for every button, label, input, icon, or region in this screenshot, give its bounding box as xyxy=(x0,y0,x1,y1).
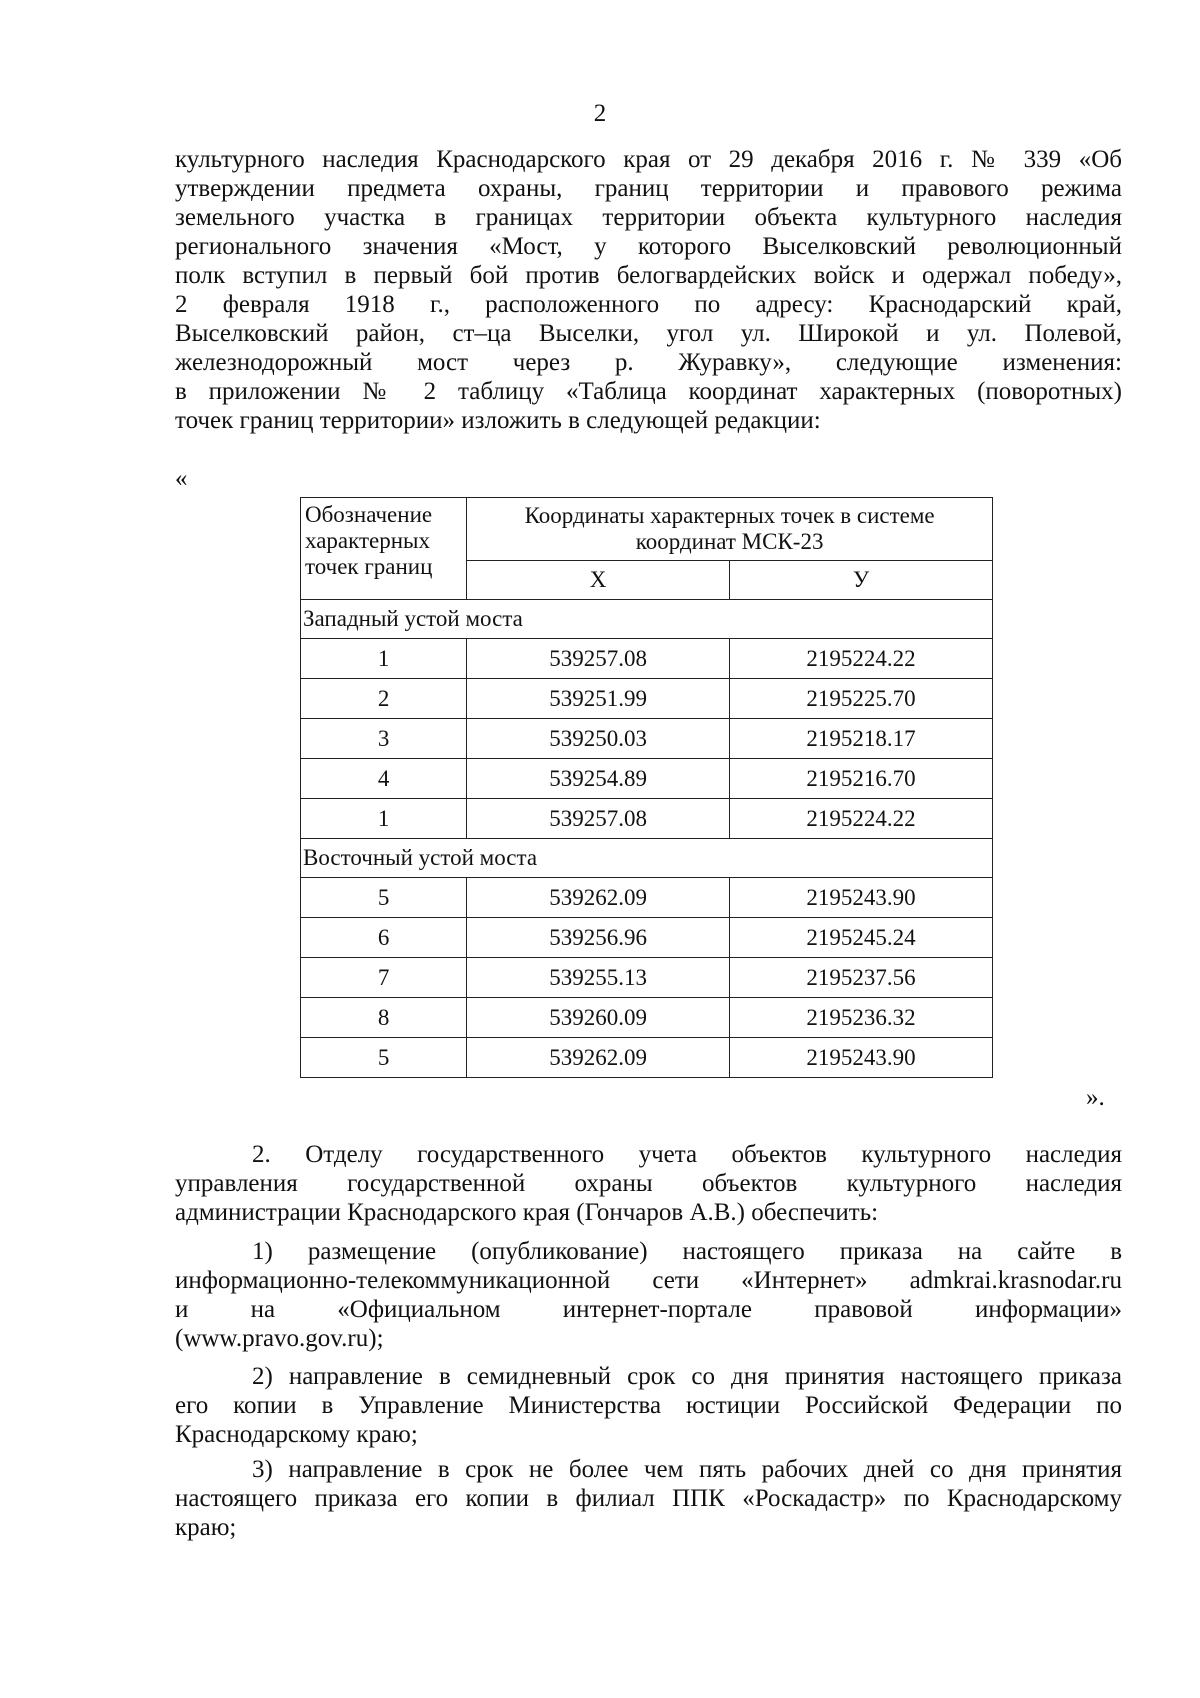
point-number: 1 xyxy=(301,799,467,839)
text-line: (www.pravo.gov.ru); xyxy=(175,1325,384,1352)
text-line: администрации Краснодарского края (Гончаров А.В.) обеспечить: xyxy=(175,1199,879,1226)
point-number: 5 xyxy=(301,878,467,918)
x-value: 539254.89 xyxy=(467,759,730,799)
section-title: Восточный устой моста xyxy=(301,839,993,878)
x-value: 539255.13 xyxy=(467,958,730,998)
table-row xyxy=(301,958,993,998)
y-value: 2195245.24 xyxy=(729,918,992,958)
point-number: 7 xyxy=(301,958,467,998)
text-line: 2 февраля 1918 г., расположенного по адресу: Краснодарский край, xyxy=(175,291,1122,318)
x-value: 539251.99 xyxy=(467,679,730,719)
text-line: 3) направление в срок не более чем пять рабочих дней со дня принятия xyxy=(252,1456,1122,1483)
table-row xyxy=(301,799,993,839)
point-number: 3 xyxy=(301,719,467,759)
y-value: 2195236.32 xyxy=(729,998,992,1038)
y-value: 2195225.70 xyxy=(729,679,992,719)
y-value: 2195224.22 xyxy=(729,799,992,839)
text-line: Краснодарскому краю; xyxy=(175,1421,418,1448)
coordinates-table xyxy=(300,497,993,1078)
text-line: земельного участка в границах территории объекта культурного наследия xyxy=(175,204,1122,231)
column-header-coordinates: Координаты характерных точек в системе координат МСК-23 xyxy=(467,498,993,561)
x-value: 539250.03 xyxy=(467,719,730,759)
section-title: Западный устой моста xyxy=(301,600,993,639)
y-value: 2195224.22 xyxy=(729,639,992,679)
y-value: 2195243.90 xyxy=(729,878,992,918)
point-number: 4 xyxy=(301,759,467,799)
table-row xyxy=(301,1038,993,1078)
table-row xyxy=(301,878,993,918)
text-line: краю; xyxy=(175,1514,237,1541)
point-number: 8 xyxy=(301,998,467,1038)
text-line: его копии в Управление Министерства юстиции Российской Федерации по xyxy=(175,1392,1122,1419)
y-value: 2195237.56 xyxy=(729,958,992,998)
list-item-2 xyxy=(175,1362,1122,1449)
x-value: 539256.96 xyxy=(467,918,730,958)
page-number: 2 xyxy=(593,100,607,127)
text-line: 2) направление в семидневный срок со дня принятия настоящего приказа xyxy=(252,1363,1122,1390)
section-row xyxy=(301,839,993,878)
table-row xyxy=(301,719,993,759)
column-header-point-label: Обозначение характерных точек границ xyxy=(301,498,467,600)
opening-quote: « xyxy=(175,465,188,492)
closing-quote: ». xyxy=(1086,1084,1105,1111)
text-line: утверждении предмета охраны, границ территории и правового режима xyxy=(175,175,1122,202)
table-row xyxy=(301,998,993,1038)
x-value: 539262.09 xyxy=(467,878,730,918)
intro-paragraph xyxy=(175,145,1122,435)
table-row xyxy=(301,639,993,679)
point-number: 2 xyxy=(301,679,467,719)
text-line: 1) размещение (опубликование) настоящего приказа на сайте в xyxy=(252,1238,1122,1265)
table-row xyxy=(301,679,993,719)
list-item-3 xyxy=(175,1455,1122,1542)
point-number: 1 xyxy=(301,639,467,679)
text-line: 2. Отделу государственного учета объектов культурного наследия xyxy=(252,1141,1122,1168)
text-line: информационно-телекоммуникационной сети «Интернет» admkrai.krasnodar.ru xyxy=(175,1267,1122,1294)
text-line: железнодорожный мост через р. Журавку», следующие изменения: xyxy=(175,349,1122,376)
table-row xyxy=(301,759,993,799)
table-row xyxy=(301,918,993,958)
paragraph-2 xyxy=(175,1140,1122,1227)
text-line: и на «Официальном интернет-портале правовой информации» xyxy=(175,1296,1122,1323)
text-line: культурного наследия Краснодарского края от 29 декабря 2016 г. № 339 «Об xyxy=(175,146,1122,173)
text-line: управления государственной охраны объектов культурного наследия xyxy=(175,1170,1122,1197)
text-line: регионального значения «Мост, у которого Выселковский революционный xyxy=(175,233,1122,260)
text-line: настоящего приказа его копии в филиал ППК «Роскадастр» по Краснодарскому xyxy=(175,1485,1122,1512)
text-line: полк вступил в первый бой против белогвардейских войск и одержал победу», xyxy=(175,262,1122,289)
y-value: 2195243.90 xyxy=(729,1038,992,1078)
text-line: в приложении № 2 таблицу «Таблица координат характерных (поворотных) xyxy=(175,378,1122,405)
column-header-y: У xyxy=(729,561,992,600)
section-row xyxy=(301,600,993,639)
y-value: 2195216.70 xyxy=(729,759,992,799)
y-value: 2195218.17 xyxy=(729,719,992,759)
column-header-x: X xyxy=(467,561,730,600)
point-number: 6 xyxy=(301,918,467,958)
x-value: 539262.09 xyxy=(467,1038,730,1078)
list-item-1 xyxy=(175,1237,1122,1353)
x-value: 539257.08 xyxy=(467,799,730,839)
point-number: 5 xyxy=(301,1038,467,1078)
text-line: Выселковский район, ст–ца Выселки, угол ул. Широкой и ул. Полевой, xyxy=(175,320,1122,347)
x-value: 539260.09 xyxy=(467,998,730,1038)
x-value: 539257.08 xyxy=(467,639,730,679)
text-line: точек границ территории» изложить в следующей редакции: xyxy=(175,407,821,434)
